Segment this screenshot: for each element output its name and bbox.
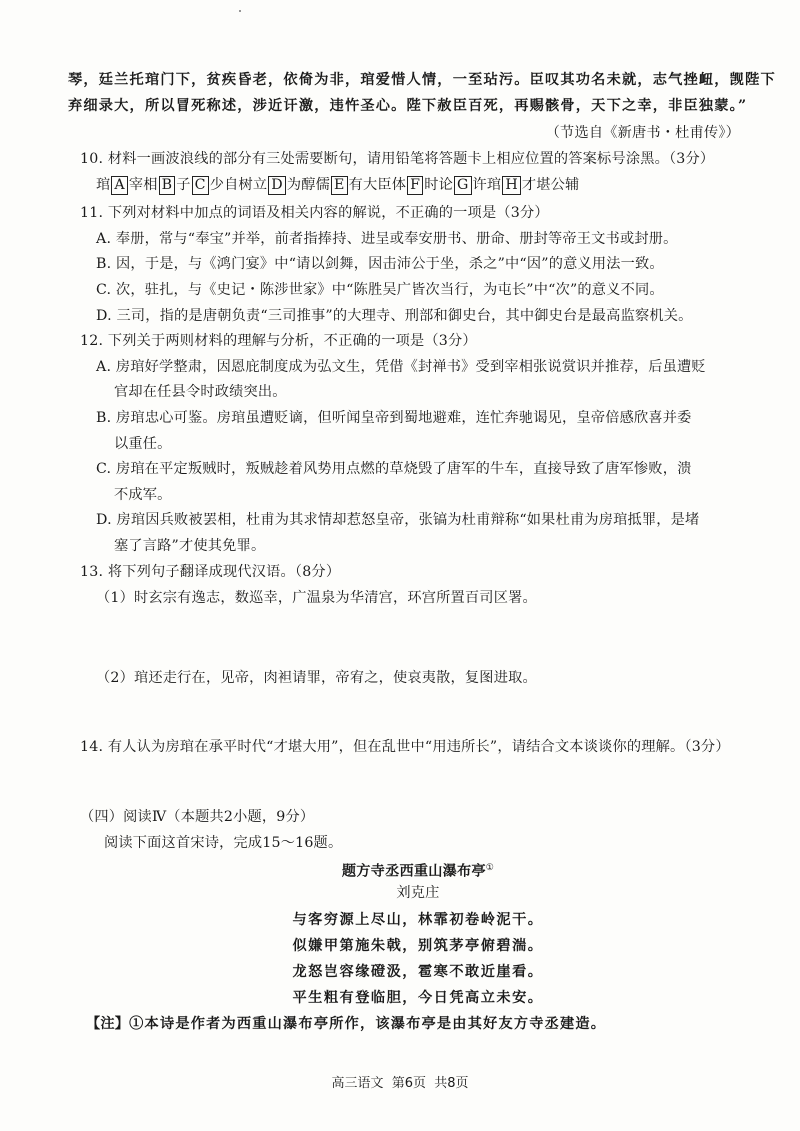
q10-sentence: 琯 A 宰相 B 子 C 少自树立 D 为醇儒 E 有大臣体 F 时论 G 许琯 H 才堪公辅 xyxy=(96,177,580,193)
poem-line-2: 似嫌甲第施朱戟，别筑茅亭俯碧湍。 xyxy=(292,938,544,954)
poem-line-3: 龙怒岂容缘磴汲，雹寒不敢近崖看。 xyxy=(292,964,544,980)
passage-source: （节选自《新唐书・杜甫传》） xyxy=(545,125,740,141)
footer-page: 第6页 xyxy=(391,1076,426,1091)
q10-mark-d[interactable]: D xyxy=(268,176,286,195)
q12-option-b: B. 房琯忠心可鉴。房琯虽遭贬谪，但听闻皇帝到蜀地避难，连忙奔驰谒见，皇帝倍感欣喜并委 xyxy=(96,410,692,426)
footer-subject: 高三语文 xyxy=(331,1076,384,1091)
q11-option-b: B. 因，于是，与《鸿门宴》中“请以剑舞，因击沛公于坐，杀之”中“因”的意义用法一致。 xyxy=(96,256,664,272)
passage-line-1: 琴，廷兰托琯门下，贫疾昏老，依倚为非，琯爱惜人情，一至玷污。臣叹其功名未就，志气挫衄，觊陛下 xyxy=(68,72,776,88)
q13-sentence-2: （2）琯还走行在，见帝，肉袒请罪，帝宥之，使哀夷散，复图进取。 xyxy=(96,670,537,686)
q13-stem: 13. 将下列句子翻译成现代汉语。（8分） xyxy=(80,564,341,580)
q10-mark-e[interactable]: E xyxy=(331,176,348,195)
q10-mark-c[interactable]: C xyxy=(192,176,209,195)
q11-stem: 11. 下列对材料中加点的词语及相关内容的解说，不正确的一项是（3分） xyxy=(80,205,549,221)
q13-sentence-1: （1）时玄宗有逸志，数巡幸，广温泉为华清宫，环宫所置百司区署。 xyxy=(96,590,537,606)
q12-option-d-cont: 塞了言路”才使其免罪。 xyxy=(114,538,266,554)
q11-option-a: A. 奉册，常与“奉宝”并举，前者指捧持、进呈或奉安册书、册命、册封等帝王文书或封册。 xyxy=(96,231,678,247)
q10-mark-f[interactable]: F xyxy=(407,176,423,195)
q10-mark-b[interactable]: B xyxy=(159,176,176,195)
q10-mark-g[interactable]: G xyxy=(454,176,472,195)
poem-title: 题方寺丞西重山瀑布亭① xyxy=(341,863,495,880)
section-4-instruction: 阅读下面这首宋诗，完成15～16题。 xyxy=(104,835,343,851)
q11-option-d: D. 三司，指的是唐朝负责“三司推事”的大理寺、刑部和御史台，其中御史台是最高监察机关。 xyxy=(96,308,693,324)
note-text: ①本诗是作者为西重山瀑布亭所作，该瀑布亭是由其好友方寺丞建造。 xyxy=(129,1016,607,1032)
q12-stem: 12. 下列关于两则材料的理解与分析，不正确的一项是（3分） xyxy=(80,333,477,349)
poem-line-1: 与客穷源上尽山，林霏初卷岭泥干。 xyxy=(292,912,544,928)
poem-note-mark: ① xyxy=(485,863,495,873)
scan-speck xyxy=(239,10,241,12)
q12-option-a: A. 房琯好学整肃，因恩庇制度成为弘文生，凭借《封禅书》受到宰相张说赏识并推荐，后虽遭贬 xyxy=(96,359,706,375)
footer-total: 共8页 xyxy=(434,1076,469,1091)
q10-mark-a[interactable]: A xyxy=(111,176,127,195)
q12-option-a-cont: 官却在任县令时政绩突出。 xyxy=(114,384,287,400)
section-4-heading: （四）阅读Ⅳ（本题共2小题，9分） xyxy=(80,809,315,825)
q14-stem: 14. 有人认为房琯在承平时代“才堪大用”，但在乱世中“用违所长”，请结合文本谈谈你的理解。（3分） xyxy=(80,739,730,755)
poem-line-4: 平生粗有登临胆，今日凭高立未安。 xyxy=(292,990,544,1006)
note-label: 【注】 xyxy=(86,1016,130,1032)
q10-stem: 10. 材料一画波浪线的部分有三处需要断句，请用铅笔将答题卡上相应位置的答案标号涂黑。（3分） xyxy=(80,151,715,167)
q12-option-c: C. 房琯在平定叛贼时，叛贼趁着风势用点燃的草烧毁了唐军的牛车，直接导致了唐军惨败，溃 xyxy=(96,461,692,477)
poem-note xyxy=(86,1012,746,1036)
page-footer xyxy=(0,1072,800,1091)
q10-mark-h[interactable]: H xyxy=(502,176,521,195)
poem-author: 刘克庄 xyxy=(396,885,440,901)
q11-option-c: C. 次，驻扎，与《史记・陈涉世家》中“陈胜吴广皆次当行，为屯长”中“次”的意义不同。 xyxy=(96,282,664,298)
q12-option-d: D. 房琯因兵败被罢相，杜甫为其求情却惹怒皇帝，张镐为杜甫辩称“如果杜甫为房琯抵罪，是堵 xyxy=(96,512,700,528)
q12-option-b-cont: 以重任。 xyxy=(114,436,172,452)
passage-line-2: 弃细录大，所以冒死称述，涉近讦激，违忤圣心。陛下赦臣百死，再赐骸骨，天下之幸，非臣独蒙。” xyxy=(68,98,748,114)
q12-option-c-cont: 不成军。 xyxy=(114,487,172,503)
